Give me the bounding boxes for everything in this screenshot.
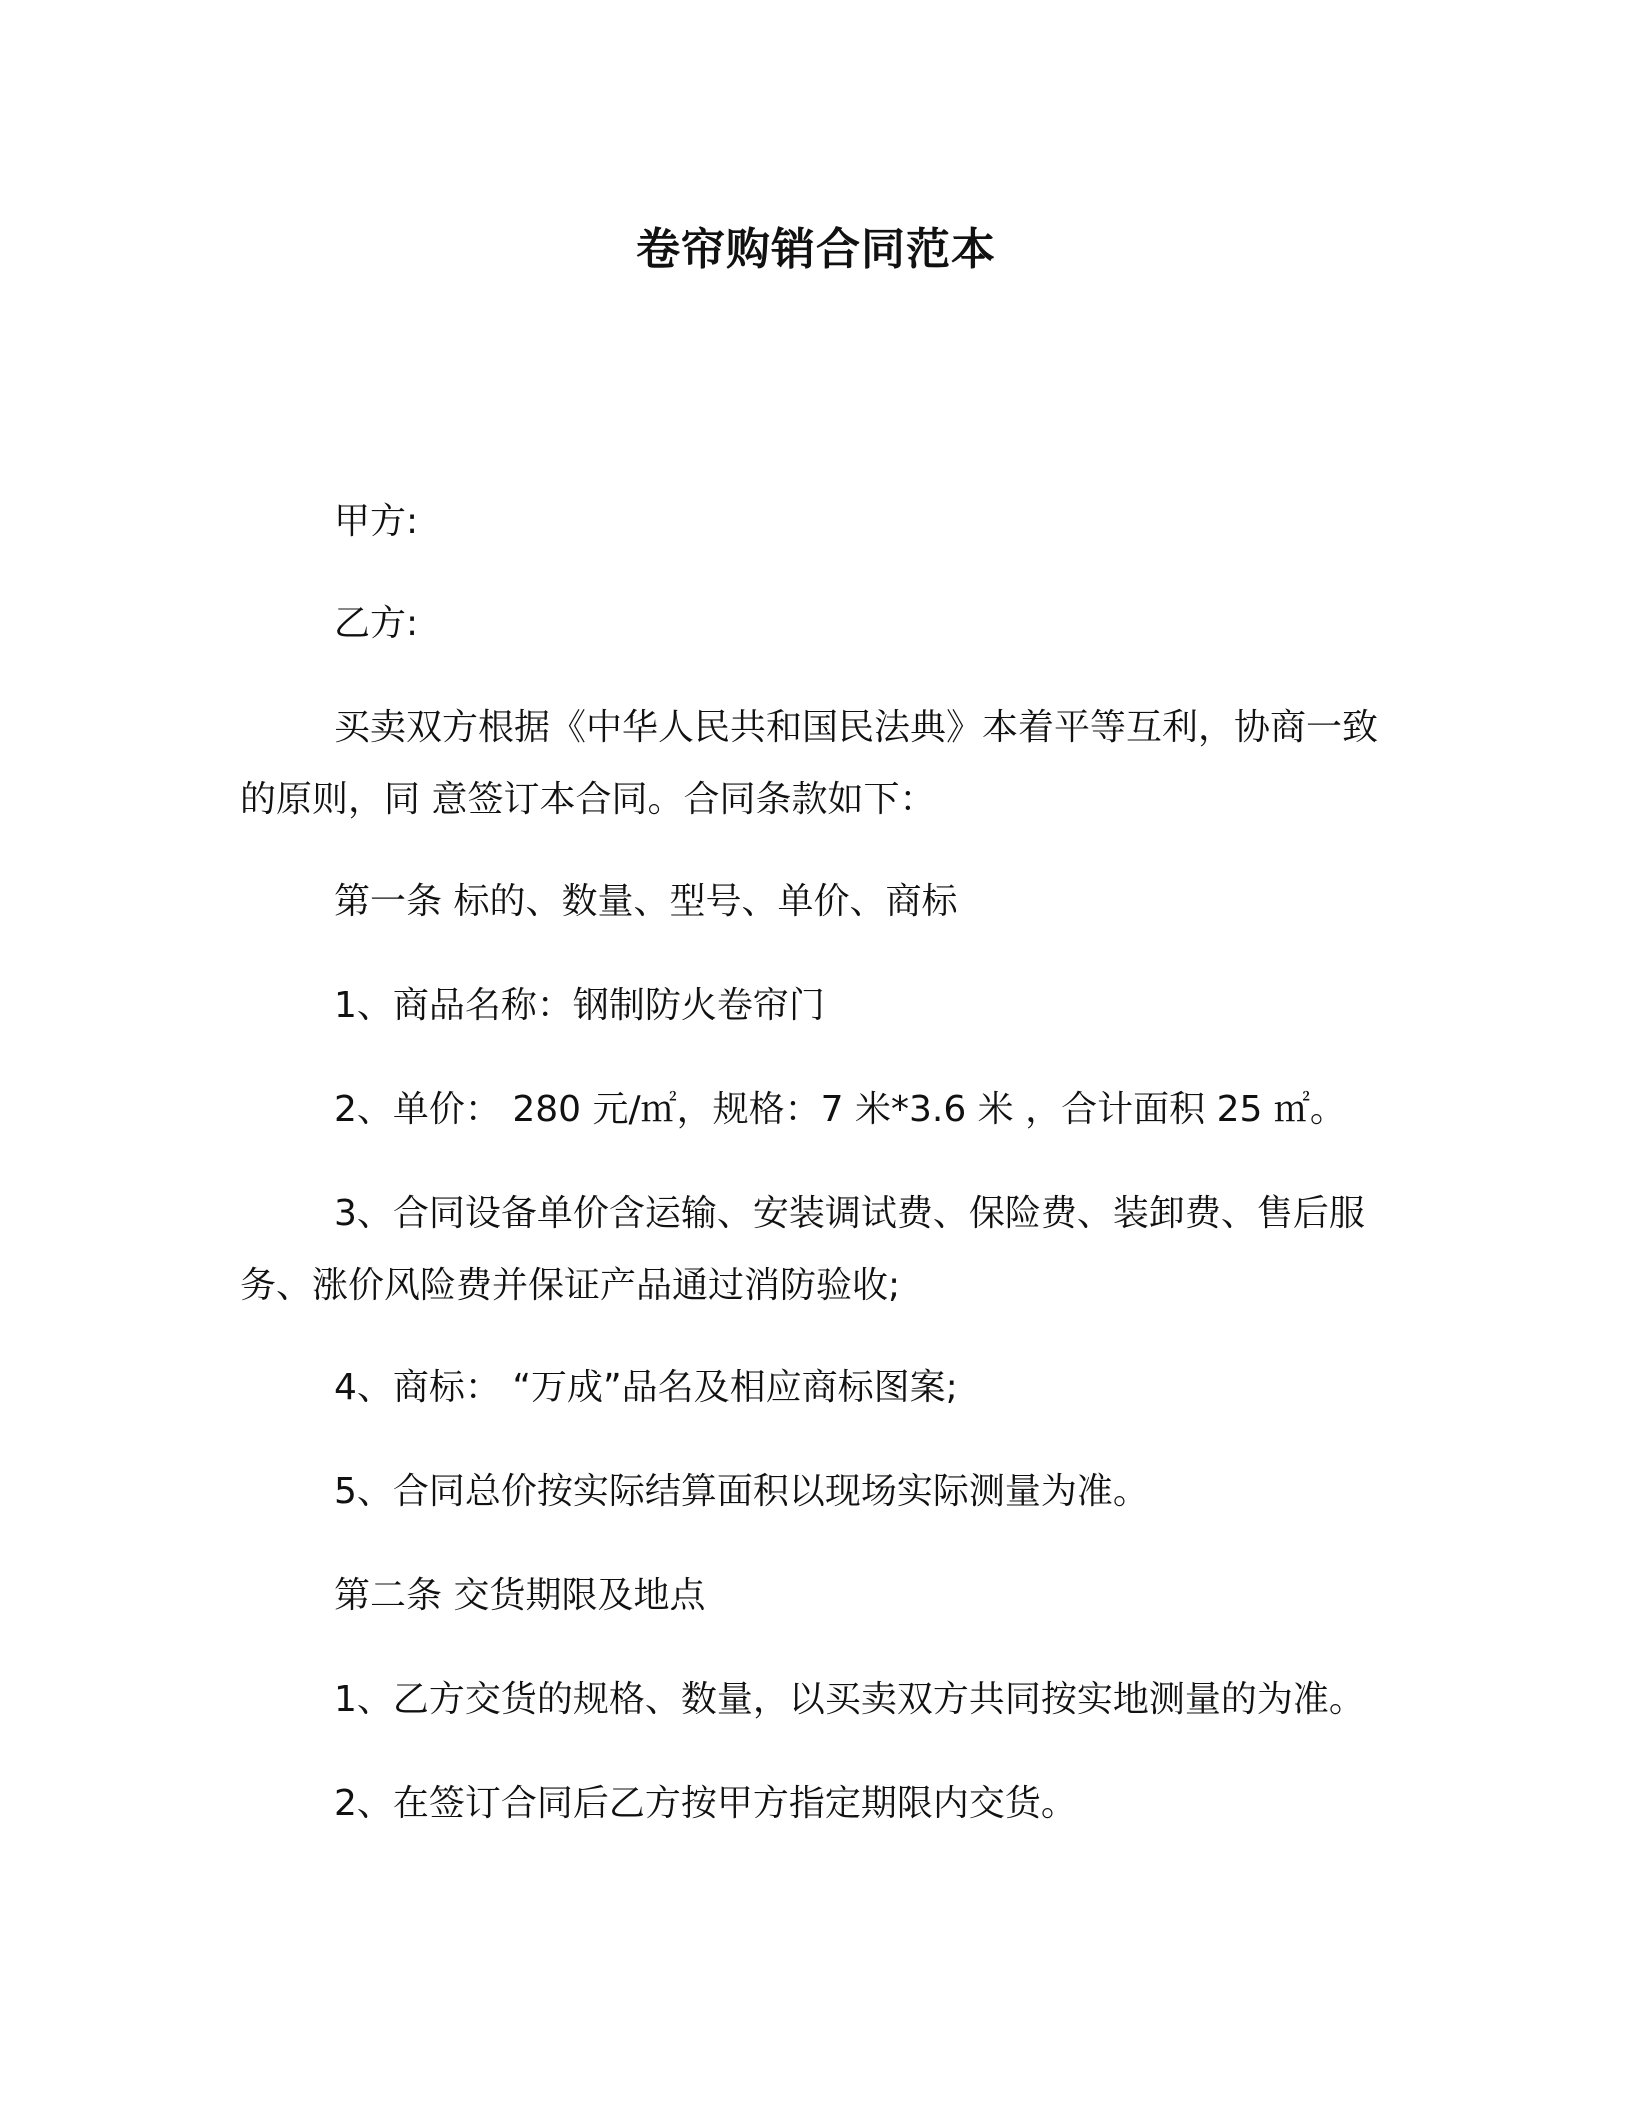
party-b-label: 乙方: (334, 603, 419, 644)
intro-paragraph: 买卖双方根据《中华人民共和国民法典》本着平等互利，协商一致的原则，同 意签订本合同。合同条款如下： (240, 707, 1379, 820)
article-1-item-2: 2、单价： 280 元/㎡，规格：7 米*3.6 米 ，合计面积 25 ㎡。 (334, 1089, 1346, 1130)
document-title: 卷帘购销合同范本 (636, 224, 996, 275)
article-2-item-1: 1、乙方交货的规格、数量，以买卖双方共同按实地测量的为准。 (334, 1679, 1365, 1720)
article-1-item-1: 1、商品名称：钢制防火卷帘门 (334, 985, 825, 1026)
article-1-item-5: 5、合同总价按实际结算面积以现场实际测量为准。 (334, 1471, 1149, 1512)
article-1-item-4: 4、商标： “万成”品名及相应商标图案; (334, 1367, 958, 1408)
party-a-label: 甲方: (334, 501, 419, 542)
article-2-heading: 第二条 交货期限及地点 (334, 1575, 706, 1616)
article-2-item-2: 2、在签订合同后乙方按甲方指定期限内交货。 (334, 1783, 1077, 1824)
article-1-heading: 第一条 标的、数量、型号、单价、商标 (334, 881, 958, 922)
article-1-item-3: 3、合同设备单价含运输、安装调试费、保险费、装卸费、售后服务、涨价风险费并保证产品通过消防验收; (240, 1193, 1365, 1306)
